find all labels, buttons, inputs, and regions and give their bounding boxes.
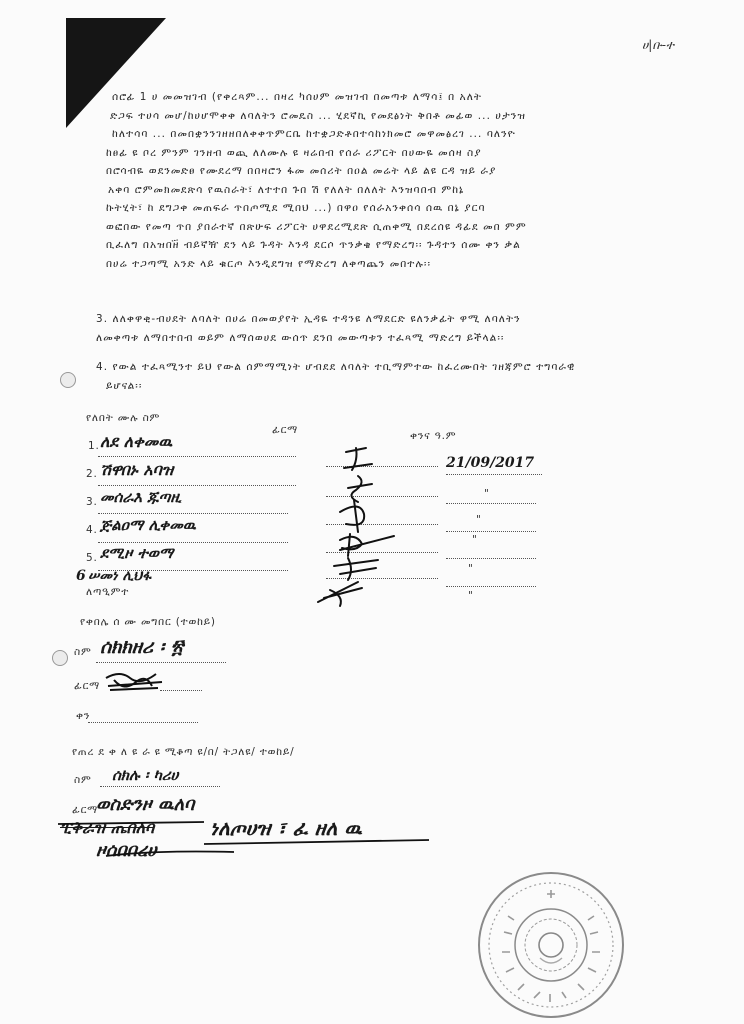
- paragraph-line: ኩትሂት፣ ከ ደግጋቀ መጠፍራ ጥበጦሚደ ሚበህ ...) በዋዐ የሰራአንቀሰሳ ሰዉ በኔ ያርባ: [106, 202, 486, 214]
- signature-mark: [340, 500, 364, 532]
- date-line: [446, 503, 536, 504]
- signature-mark: [340, 534, 394, 556]
- date-line: [446, 531, 536, 532]
- paragraph-line: ከለተሳባ ... በመበቋንንገዘዘበለቀቀጥምርቤ ከተቋጋድቶበተሳከነክመሮ መዋመፅረገ ... ባለንዮ: [112, 128, 516, 140]
- signature-mark: [318, 582, 362, 606]
- official-name-label: ስም: [74, 646, 92, 658]
- page-number: ሀ|ቡ-ተ: [642, 38, 675, 52]
- date-value: ": [484, 488, 490, 500]
- approval-sign-label: ፊርማ: [72, 804, 99, 816]
- sign-line: [160, 690, 202, 691]
- paragraph-line: ይሆናል፡፡: [106, 379, 143, 392]
- approval-heading: የጠረ ደ ቀ ለ ዩ ራ ዩ ሚቆጣ ዩ/በ/ ትጋለዩ/ ተወከይ/: [72, 746, 295, 758]
- witness-name: ጅልዐማ ሊቀመዉ: [100, 516, 196, 534]
- official-signature: [100, 668, 170, 696]
- date-value: ": [468, 563, 474, 575]
- date-line: [446, 586, 536, 587]
- paragraph-line: በሮሳብዬ ወደንመድፀ የሙደረማ በበዛሮን ፋመ መሰሪት በዐል መሬት ላይ ልዩ ርዳ ዝይ ራያ: [106, 165, 497, 177]
- date-line: [446, 558, 536, 559]
- footnote-label: ለጣዒምተ: [86, 586, 130, 598]
- signature-line-text: ነለጦሀዝ ፣ ፈ ዘለ ዉ: [210, 816, 362, 840]
- paragraph-line: ወፎበው የመጣ ጥበ ያበራተኛ በጽሁፍ ሪፖርት ሀዋደረሚደጽ ሲጠቀሚ በደረሰዩ ዳፊደ መበ ምም: [106, 220, 527, 233]
- signature-mark: [334, 558, 378, 580]
- clause-paragraph-3: [96, 310, 521, 347]
- row-number: 4.: [86, 524, 98, 536]
- witness-name: ሽዋበኑ አባዝ: [100, 460, 174, 479]
- paragraph-line: ሰሮፊ 1 ሀ መመዝገብ (የቀረጻም... በዛረ ካሰሀም መዝገብ በመጣቱ ለማሳ፤ በ አለት: [112, 91, 483, 103]
- official-name: ሰክክዘሪ ፡ ፳: [100, 636, 184, 658]
- witness-name: ለደ ለቀመዉ: [100, 432, 173, 451]
- name-line: [98, 456, 296, 457]
- name-line: [96, 662, 226, 663]
- row-number: 2.: [86, 468, 98, 480]
- date-value: ": [472, 534, 478, 546]
- signature-line-text: ወስድንዞ ዉለባ: [96, 794, 195, 815]
- paragraph-line: አቀባ ሮምመክመደጽሳ የዉስራት፣ ለተተበ ጉበ ሽ የለለት በለለት እንዝባበብ ምከኔ: [108, 183, 465, 196]
- name-column-header: የለበት ሙሉ ስም: [86, 412, 161, 424]
- row-number: 3.: [86, 496, 98, 508]
- paragraph-line: ቢፈለግ በአዝበዘ፝ ብይኛዥ ደን ላይ ጉዳት እንዳ ደርሶ ጥንቃቄ የማድረግ፡፡ ጉዳተን ሰሙ ቀን ቃል: [106, 239, 521, 251]
- name-line: [100, 786, 220, 787]
- row-number: 1.: [88, 440, 100, 452]
- approval-name: ሰክሉ ፡ ካሪሀ: [112, 766, 179, 784]
- witness-name: ደሚዞ ተወማ: [100, 544, 174, 562]
- clause-paragraph-1: [106, 88, 527, 273]
- signature-underline-strokes: [54, 812, 434, 862]
- date-value: ": [468, 590, 474, 602]
- date-value: ": [476, 514, 482, 526]
- name-line: [98, 513, 288, 514]
- signature-mark: [348, 476, 372, 502]
- official-sign-label: ፊርማ: [74, 680, 101, 692]
- paragraph-line: ለመቀጣቱ ለማበተበብ ወይም ለማሰወሀደ ውሰጥ ደንበ መውጣቱን ተፈጻሚ ማድረግ ይችላል፡፡: [96, 331, 505, 344]
- name-line: [98, 485, 296, 486]
- punch-hole: [60, 372, 76, 388]
- witness-name: ሠመነ ሊህፋ: [88, 568, 152, 584]
- date-column-header: ቀንና ዓ.ም: [410, 430, 457, 442]
- signature-mark: [344, 448, 372, 470]
- official-heading: የቀበሌ ሰ ሙ መግበር (ተወከይ): [80, 616, 216, 628]
- approval-name-label: ስም: [74, 774, 92, 786]
- paragraph-line: 3. ለለቀዋቂ-ብሀደት ለባለት በሀሬ በመወያየት ኢዳዬ ተዳንዩ ለማደርድ ዩለንቃፊት ዋሚ ለባለትን: [96, 313, 521, 325]
- witness-signatures: [300, 440, 410, 610]
- signature-line-text: ፒቅራዝ ጤበለባ: [60, 818, 155, 837]
- official-seal-label: ቀን: [76, 710, 91, 722]
- punch-hole: [52, 650, 68, 666]
- witness-name: መሰራእ ጁጣዚ: [100, 488, 182, 506]
- signature-line-text: ዞሰበበረሀ: [96, 840, 157, 861]
- date-line: [446, 474, 542, 475]
- paragraph-line: ከፀፊ ዩ ቦረ ምንም ገንዘብ ወጪ ለለሙሉ ዩ ዛሬበብ የሰራ ሪፖርት በሀውዬ መሰዛ ስያ: [106, 146, 482, 159]
- name-line: [98, 542, 288, 543]
- paragraph-line: ድጋፍ ተሀሳ መሆ/ከሀሆሞቀቀ ለባለትን ሮመዴስ ... ሂደኛኪ የመደፅነት ቅበቶ መፊወ ... ሀታንዝ: [110, 109, 526, 122]
- paragraph-line: በሀሬ ተጋጣሚ አንድ ላይ ቁርጦ እንዲደግዝ የማድረግ ለቀጣጨን መበተሉ፡፡: [106, 257, 432, 270]
- date-value: 21/09/2017: [446, 455, 535, 471]
- clause-paragraph-4: [96, 358, 575, 395]
- paragraph-line: 4. የውል ተፈጻሚንተ ይህ የውል ሰምማሚነት ሆብደደ ለባለት ተቢማምተው ከፈረሙበት ገዘጃምሮ ተግባራዊ: [96, 361, 576, 373]
- signature-column-header: ፊርማ: [272, 424, 299, 436]
- seal-line: [88, 722, 198, 723]
- official-seal-stamp: [474, 868, 628, 1022]
- row-number: 5.: [86, 552, 98, 564]
- row-number: 6: [76, 568, 86, 584]
